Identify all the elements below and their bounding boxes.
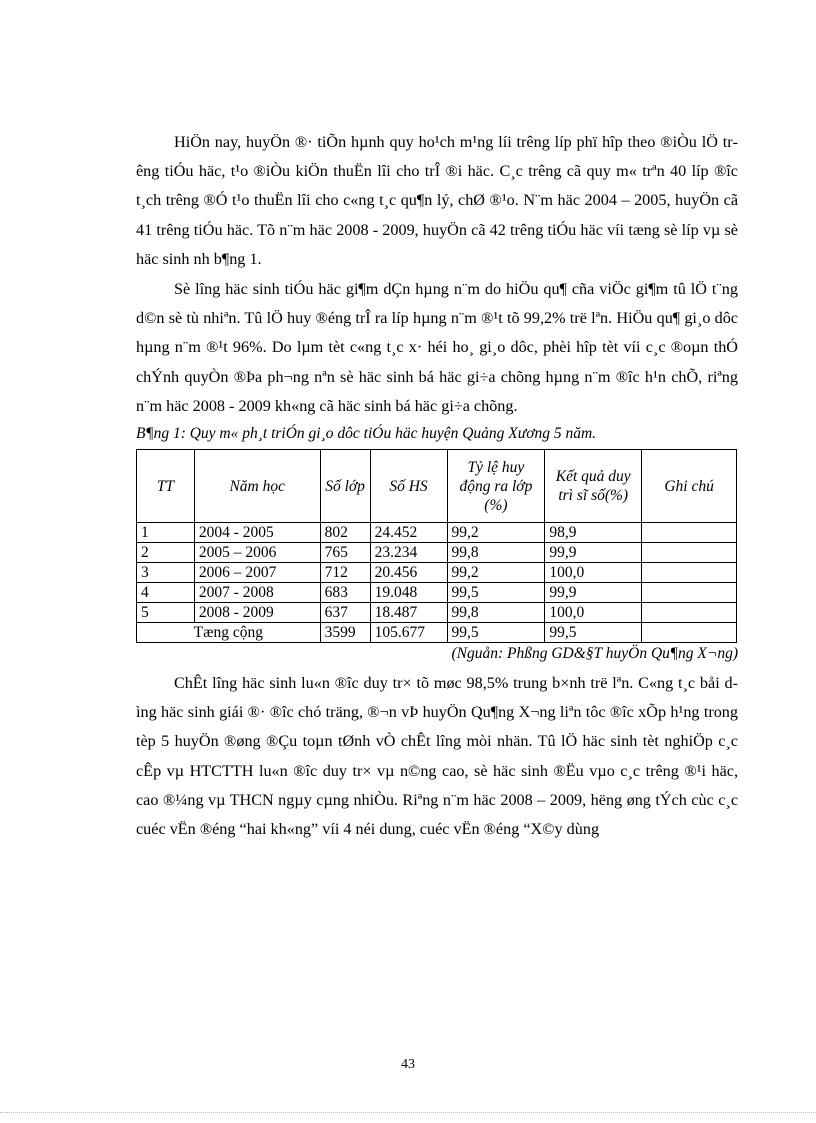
cell-ghi-chu xyxy=(642,603,737,623)
cell-so-hs: 20.456 xyxy=(370,563,447,583)
cell-nam-hoc: 2005 – 2006 xyxy=(194,543,320,563)
table-row xyxy=(137,523,737,543)
cell-tt: 4 xyxy=(137,583,195,603)
header-ty-le-huy-dong: Tỷ lệ huy động ra lớp (%) xyxy=(447,450,545,523)
cell-duy-tri: 100,0 xyxy=(545,563,642,583)
paragraph-3: ChÊt lîng häc sinh lu«n ®îc duy tr× tõ møc 98,5% trung b×nh trë lªn. C«ng t¸c båi dìng häc sinh giái ®· ®îc chó träng, ®¬n vÞ huyÖn Qu¶ng X¬ng liªn tôc ®îc xÕp h¹ng trong tèp 5 huyÖn ®øng ®Çu toµn tØnh vÒ chÊt lîng mòi nhän. Tû lÖ häc sinh tèt nghiÖp c¸c cÊp vµ HTCTTH lu«n ®îc duy tr× vµ n©ng cao, sè häc sinh ®Ëu vµo c¸c trêng ®¹i häc, cao ®¼ng vµ THCN ngµy cµng nhiÒu. Riªng n¨m häc 2008 – 2009, hëng øng tÝch cùc c¸c cuéc vËn ®éng “hai kh«ng” víi 4 néi dung, cuéc vËn ®éng “X©y dùng xyxy=(136,674,738,839)
paragraph-2: Sè lîng häc sinh tiÓu häc gi¶m dÇn hµng n¨m do hiÖu qu¶ cña viÖc gi¶m tû lÖ t¨ng d©n sè tù nhiªn. Tû lÖ huy ®éng trÎ ra líp hµng n¨m ®¹t tõ 99,2% trë lªn. HiÖu qu¶ gi¸o dôc hµng n¨m ®¹t 96%. Do lµm tèt c«ng t¸c x· héi ho¸ gi¸o dôc, phèi hîp tèt víi c¸c ®oµn thÓ chÝnh quyÒn ®Þa ph¬ng nªn sè häc sinh bá häc gi÷a chõng hµng n¨m ®îc h¹n chÕ, riªng n¨m häc 2008 - 2009 kh«ng cã häc sinh bá häc gi÷a chõng. xyxy=(136,280,738,415)
cell-nam-hoc: 2008 - 2009 xyxy=(194,603,320,623)
cell-so-lop: 712 xyxy=(320,563,370,583)
header-so-hs: Số HS xyxy=(370,450,447,523)
cell-ghi-chu xyxy=(642,563,737,583)
cell-duy-tri: 99,9 xyxy=(545,543,642,563)
cell-tt: 2 xyxy=(137,543,195,563)
cell-ghi-chu xyxy=(642,583,737,603)
total-duy-tri: 99,5 xyxy=(545,623,642,643)
header-ghi-chu: Ghi chú xyxy=(642,450,737,523)
cell-huy-dong: 99,8 xyxy=(447,603,545,623)
cell-so-lop: 765 xyxy=(320,543,370,563)
cell-huy-dong: 99,2 xyxy=(447,523,545,543)
cell-nam-hoc: 2007 - 2008 xyxy=(194,583,320,603)
footer-divider xyxy=(0,1112,816,1113)
table-row xyxy=(137,603,737,623)
cell-nam-hoc: 2004 - 2005 xyxy=(194,523,320,543)
table-caption: B¶ng 1: Quy m« ph¸t triÓn gi¸o dôc tiÓu häc huyện Quảng Xương 5 năm. xyxy=(136,425,597,443)
cell-so-lop: 802 xyxy=(320,523,370,543)
cell-tt: 3 xyxy=(137,563,195,583)
cell-so-lop: 637 xyxy=(320,603,370,623)
total-label: Tæng cộng xyxy=(137,623,321,643)
table-row xyxy=(137,583,737,603)
cell-so-hs: 19.048 xyxy=(370,583,447,603)
cell-tt: 1 xyxy=(137,523,195,543)
document-page xyxy=(136,128,738,845)
data-table xyxy=(136,449,737,643)
cell-ghi-chu xyxy=(642,543,737,563)
cell-duy-tri: 98,9 xyxy=(545,523,642,543)
cell-duy-tri: 99,9 xyxy=(545,583,642,603)
cell-nam-hoc: 2006 – 2007 xyxy=(194,563,320,583)
table-row xyxy=(137,563,737,583)
cell-ghi-chu xyxy=(642,523,737,543)
table-total-row xyxy=(137,623,737,643)
page-number: 43 xyxy=(401,1057,415,1072)
total-so-lop: 3599 xyxy=(320,623,370,643)
cell-so-hs: 18.487 xyxy=(370,603,447,623)
cell-tt: 5 xyxy=(137,603,195,623)
cell-huy-dong: 99,2 xyxy=(447,563,545,583)
cell-huy-dong: 99,8 xyxy=(447,543,545,563)
total-ghi-chu xyxy=(642,623,737,643)
header-tt: TT xyxy=(137,450,195,523)
total-huy-dong: 99,5 xyxy=(447,623,545,643)
table-source: (Nguån: Phßng GD&§T huyÖn Qu¶ng X¬ng) xyxy=(451,645,738,663)
table-row xyxy=(137,543,737,563)
cell-so-hs: 24.452 xyxy=(370,523,447,543)
header-ket-qua-duy-tri: Kết quả duy trì sĩ số(%) xyxy=(545,450,642,523)
paragraph-1: HiÖn nay, huyÖn ®· tiÕn hµnh quy ho¹ch m¹ng líi trêng líp phï hîp theo ®iÒu lÖ trêng tiÓu häc, t¹o ®iÒu kiÖn thuËn lîi cho trÎ ®i häc. C¸c trêng cã quy m« trªn 40 líp ®îc t¸ch trêng ®Ó t¹o thuËn lîi cho c«ng t¸c qu¶n lý, chØ ®¹o. N¨m häc 2004 – 2005, huyÖn cã 41 trêng tiÓu häc. Tõ n¨m häc 2008 - 2009, huyÖn cã 42 trêng tiÓu häc víi tæng sè líp vµ sè häc sinh nh b¶ng 1. xyxy=(136,133,738,268)
total-so-hs: 105.677 xyxy=(370,623,447,643)
header-nam-hoc: Năm học xyxy=(194,450,320,523)
header-so-lop: Số lớp xyxy=(320,450,370,523)
cell-so-hs: 23.234 xyxy=(370,543,447,563)
cell-huy-dong: 99,5 xyxy=(447,583,545,603)
cell-so-lop: 683 xyxy=(320,583,370,603)
table-header-row xyxy=(137,450,737,523)
cell-duy-tri: 100,0 xyxy=(545,603,642,623)
